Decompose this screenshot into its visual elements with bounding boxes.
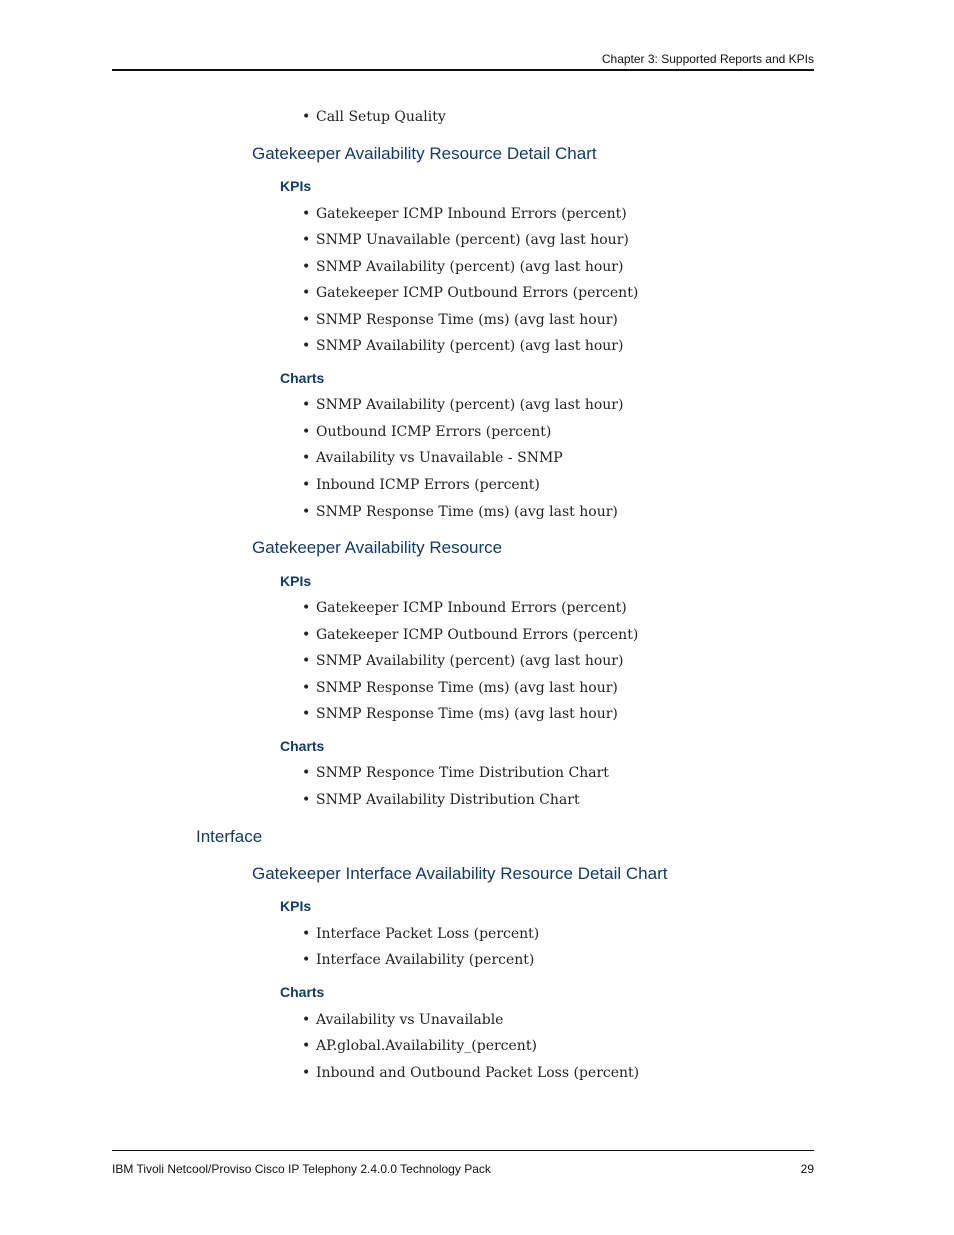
kpis-heading: KPIs bbox=[280, 573, 312, 589]
list-item: • SNMP Availability (percent) (avg last hour) bbox=[302, 653, 624, 669]
footer-rule bbox=[112, 1150, 814, 1151]
section-heading: Gatekeeper Availability Resource bbox=[252, 538, 503, 557]
list-item-text: SNMP Response Time (ms) (avg last hour) bbox=[316, 706, 618, 722]
list-item: • Availability vs Unavailable bbox=[302, 1012, 504, 1028]
list-item: • SNMP Availability (percent) (avg last hour) bbox=[302, 259, 624, 275]
list-item-text: AP.global.Availability_(percent) bbox=[316, 1038, 537, 1054]
list-item-text: SNMP Response Time (ms) (avg last hour) bbox=[316, 680, 618, 696]
section-heading: Gatekeeper Availability Resource Detail Chart bbox=[252, 144, 597, 163]
list-item: • SNMP Availability Distribution Chart bbox=[302, 792, 580, 808]
page-number: 29 bbox=[800, 1162, 814, 1176]
list-item: • SNMP Responce Time Distribution Chart bbox=[302, 765, 609, 781]
section-heading: Gatekeeper Interface Availability Resource Detail Chart bbox=[252, 864, 668, 883]
kpis-heading: KPIs bbox=[280, 178, 312, 194]
list-item-text: Outbound ICMP Errors (percent) bbox=[316, 424, 552, 440]
list-item: • Gatekeeper ICMP Outbound Errors (percent) bbox=[302, 627, 639, 643]
list-item-text: Inbound ICMP Errors (percent) bbox=[316, 477, 540, 493]
list-item-text: Gatekeeper ICMP Outbound Errors (percent) bbox=[316, 285, 639, 301]
list-item-text: Gatekeeper ICMP Inbound Errors (percent) bbox=[316, 206, 627, 222]
list-item: • Outbound ICMP Errors (percent) bbox=[302, 424, 552, 440]
charts-heading: Charts bbox=[280, 738, 325, 754]
list-item: • Inbound ICMP Errors (percent) bbox=[302, 477, 540, 493]
list-item: • SNMP Response Time (ms) (avg last hour) bbox=[302, 706, 618, 722]
list-item: • Inbound and Outbound Packet Loss (percent) bbox=[302, 1065, 640, 1081]
list-item-text: Availability vs Unavailable - SNMP bbox=[316, 450, 563, 466]
kpis-heading: KPIs bbox=[280, 898, 312, 914]
list-item: • Gatekeeper ICMP Outbound Errors (percent) bbox=[302, 285, 639, 301]
list-item: • SNMP Response Time (ms) (avg last hour) bbox=[302, 312, 618, 328]
list-item: • Gatekeeper ICMP Inbound Errors (percent) bbox=[302, 600, 627, 616]
list-item: • Availability vs Unavailable - SNMP bbox=[302, 450, 563, 466]
list-item-text: Call Setup Quality bbox=[316, 109, 446, 125]
list-item: • AP.global.Availability_(percent) bbox=[302, 1038, 537, 1054]
list-item-text: SNMP Availability Distribution Chart bbox=[316, 792, 580, 808]
list-item-text: Gatekeeper ICMP Outbound Errors (percent) bbox=[316, 627, 639, 643]
charts-heading: Charts bbox=[280, 370, 325, 386]
list-item: • SNMP Response Time (ms) (avg last hour) bbox=[302, 504, 618, 520]
list-item-text: Availability vs Unavailable bbox=[316, 1012, 504, 1028]
footer-title: IBM Tivoli Netcool/Proviso Cisco IP Telephony 2.4.0.0 Technology Pack bbox=[112, 1162, 491, 1176]
list-item-text: SNMP Availability (percent) (avg last hour) bbox=[316, 338, 624, 354]
list-item-text: SNMP Unavailable (percent) (avg last hour) bbox=[316, 232, 629, 248]
list-item-text: SNMP Response Time (ms) (avg last hour) bbox=[316, 504, 618, 520]
header-rule bbox=[112, 69, 814, 71]
list-item-text: SNMP Availability (percent) (avg last hour) bbox=[316, 259, 624, 275]
charts-heading: Charts bbox=[280, 984, 325, 1000]
list-item-text: Interface Availability (percent) bbox=[316, 952, 535, 968]
list-item: • SNMP Availability (percent) (avg last hour) bbox=[302, 338, 624, 354]
list-item: • Interface Packet Loss (percent) bbox=[302, 926, 540, 942]
list-item-text: SNMP Availability (percent) (avg last hour) bbox=[316, 653, 624, 669]
running-header: Chapter 3: Supported Reports and KPIs bbox=[601, 52, 814, 66]
list-item: • Interface Availability (percent) bbox=[302, 952, 535, 968]
list-item: • SNMP Response Time (ms) (avg last hour) bbox=[302, 680, 618, 696]
list-item-text: Inbound and Outbound Packet Loss (percent) bbox=[316, 1065, 640, 1081]
list-item-text: SNMP Response Time (ms) (avg last hour) bbox=[316, 312, 618, 328]
list-item-text: SNMP Responce Time Distribution Chart bbox=[316, 765, 609, 781]
list-item-text: Interface Packet Loss (percent) bbox=[316, 926, 540, 942]
list-item-text: Gatekeeper ICMP Inbound Errors (percent) bbox=[316, 600, 627, 616]
list-item-text: SNMP Availability (percent) (avg last hour) bbox=[316, 397, 624, 413]
interface-heading: Interface bbox=[196, 827, 263, 846]
list-item: • Call Setup Quality bbox=[302, 109, 446, 125]
list-item: • SNMP Availability (percent) (avg last hour) bbox=[302, 397, 624, 413]
list-item: • SNMP Unavailable (percent) (avg last hour) bbox=[302, 232, 629, 248]
list-item: • Gatekeeper ICMP Inbound Errors (percent) bbox=[302, 206, 627, 222]
